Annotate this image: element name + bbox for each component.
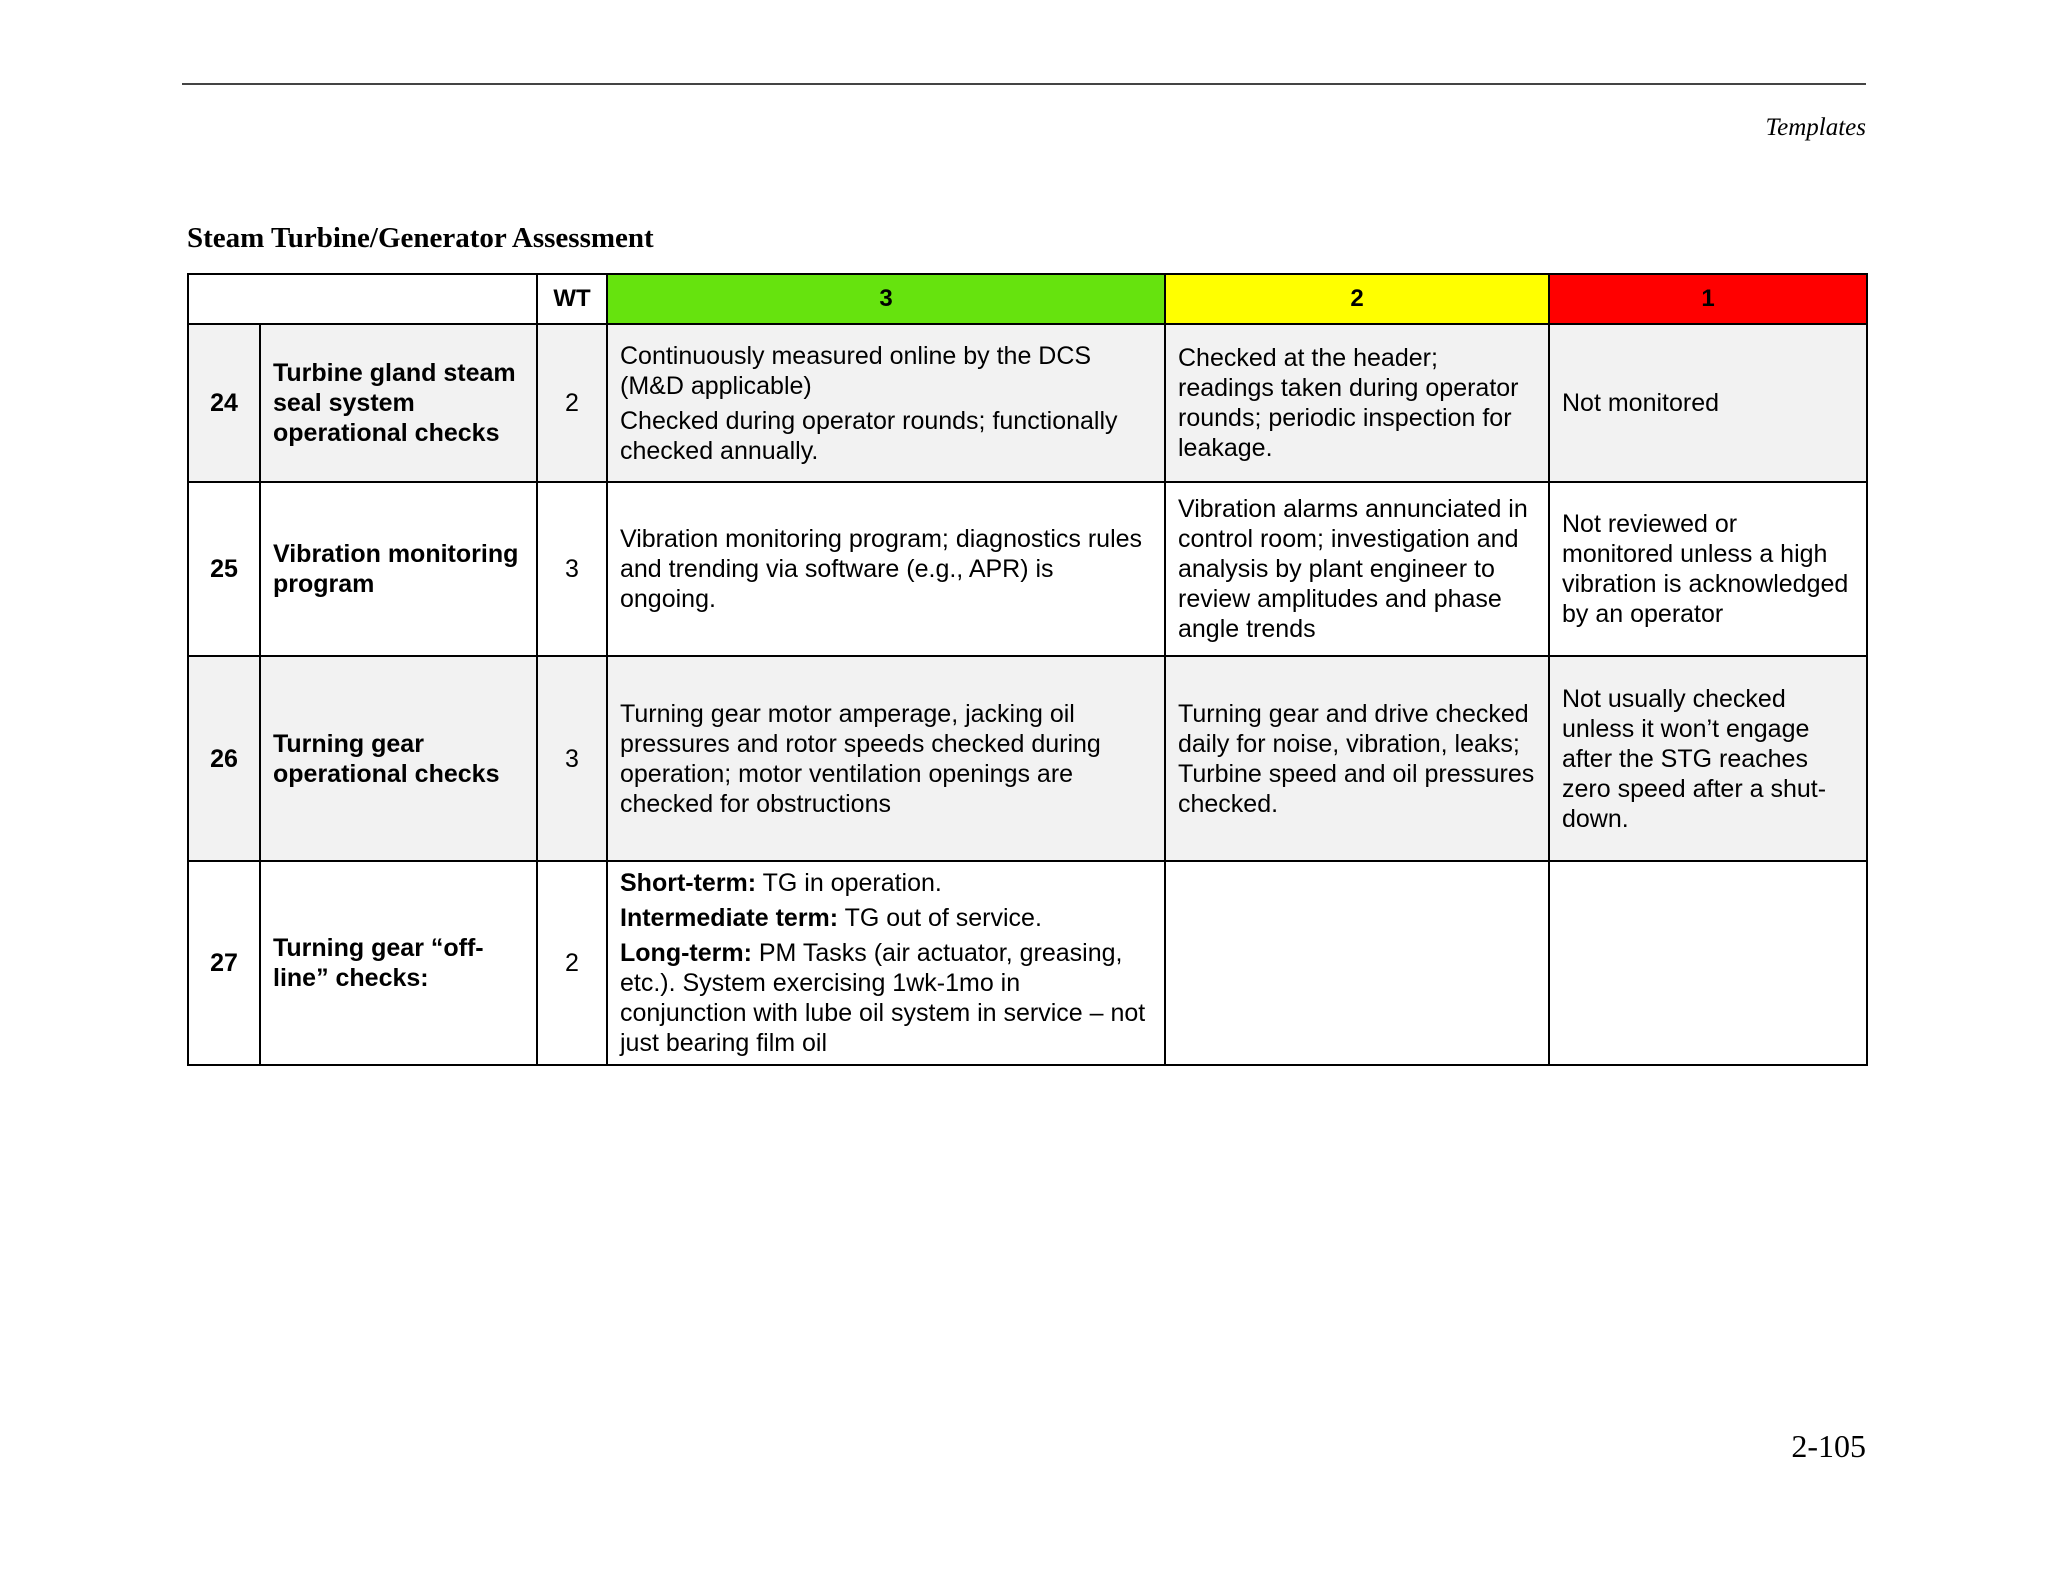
score-3-text: Continuously measured online by the DCS (M&D applicable)	[620, 341, 1092, 400]
row-score-1-cell	[1549, 861, 1867, 1065]
table-row	[188, 656, 1867, 861]
table-row	[188, 482, 1867, 656]
row-score-3-cell	[607, 656, 1165, 861]
row-item: Turning gear operational checks	[260, 656, 537, 861]
header-blank-cell	[188, 274, 537, 324]
row-weight: 3	[537, 656, 607, 861]
assessment-table	[187, 273, 1868, 1066]
header-wt: WT	[537, 274, 607, 324]
running-header: Templates	[1765, 114, 1866, 141]
row-item: Turning gear “off-line” checks:	[260, 861, 537, 1065]
table-row	[188, 324, 1867, 482]
row-number: 27	[188, 861, 260, 1065]
page-number: 2-105	[1791, 1428, 1866, 1464]
row-item: Turbine gland steam seal system operational checks	[260, 324, 537, 482]
score-3-term-line	[620, 868, 1152, 898]
row-weight: 3	[537, 482, 607, 656]
term-text: TG in operation.	[756, 869, 942, 897]
row-score-1-cell: Not reviewed or monitored unless a high vibration is acknowledged by an operator	[1549, 482, 1867, 656]
score-3-term-line	[620, 938, 1152, 1058]
header-score-3: 3	[607, 274, 1165, 324]
row-number: 26	[188, 656, 260, 861]
row-number: 25	[188, 482, 260, 656]
row-number: 24	[188, 324, 260, 482]
section-title: Steam Turbine/Generator Assessment	[187, 222, 654, 254]
row-item: Vibration monitoring program	[260, 482, 537, 656]
row-weight: 2	[537, 861, 607, 1065]
row-score-2-cell: Vibration alarms annunciated in control room; investigation and analysis by plant engineer to review amplitudes and phase angle trends	[1165, 482, 1549, 656]
term-text: TG out of service.	[838, 904, 1042, 932]
term-text: PM Tasks (air actuator, greasing, etc.). System exercising 1wk-1mo in conjunction with lube oil system in service – not just bearing film oil	[620, 939, 1146, 1057]
row-score-1-cell: Not usually checked unless it won’t engage after the STG reaches zero speed after a shut-down.	[1549, 656, 1867, 861]
table-header-row	[188, 274, 1867, 324]
header-score-1: 1	[1549, 274, 1867, 324]
row-score-1-cell: Not monitored	[1549, 324, 1867, 482]
score-3-text: Turning gear motor amperage, jacking oil pressures and rotor speeds checked during operation; motor ventilation openings are checked for obstructions	[620, 699, 1101, 818]
score-3-term-line	[620, 903, 1152, 933]
row-score-3-cell	[607, 861, 1165, 1065]
row-score-3-cell	[607, 482, 1165, 656]
row-score-2-cell: Checked at the header; readings taken during operator rounds; periodic inspection for leakage.	[1165, 324, 1549, 482]
row-weight: 2	[537, 324, 607, 482]
term-label: Intermediate term:	[620, 904, 839, 932]
table-row	[188, 861, 1867, 1065]
score-3-text: Vibration monitoring program; diagnostics rules and trending via software (e.g., APR) is ongoing.	[620, 525, 1143, 613]
term-label: Long-term:	[620, 939, 752, 967]
score-3-text: Checked during operator rounds; functionally checked annually.	[620, 406, 1118, 465]
row-score-2-cell	[1165, 861, 1549, 1065]
row-score-2-cell: Turning gear and drive checked daily for noise, vibration, leaks; Turbine speed and oil pressures checked.	[1165, 656, 1549, 861]
term-label: Short-term:	[620, 869, 757, 897]
row-score-3-cell	[607, 324, 1165, 482]
header-rule	[182, 83, 1866, 85]
header-score-2: 2	[1165, 274, 1549, 324]
